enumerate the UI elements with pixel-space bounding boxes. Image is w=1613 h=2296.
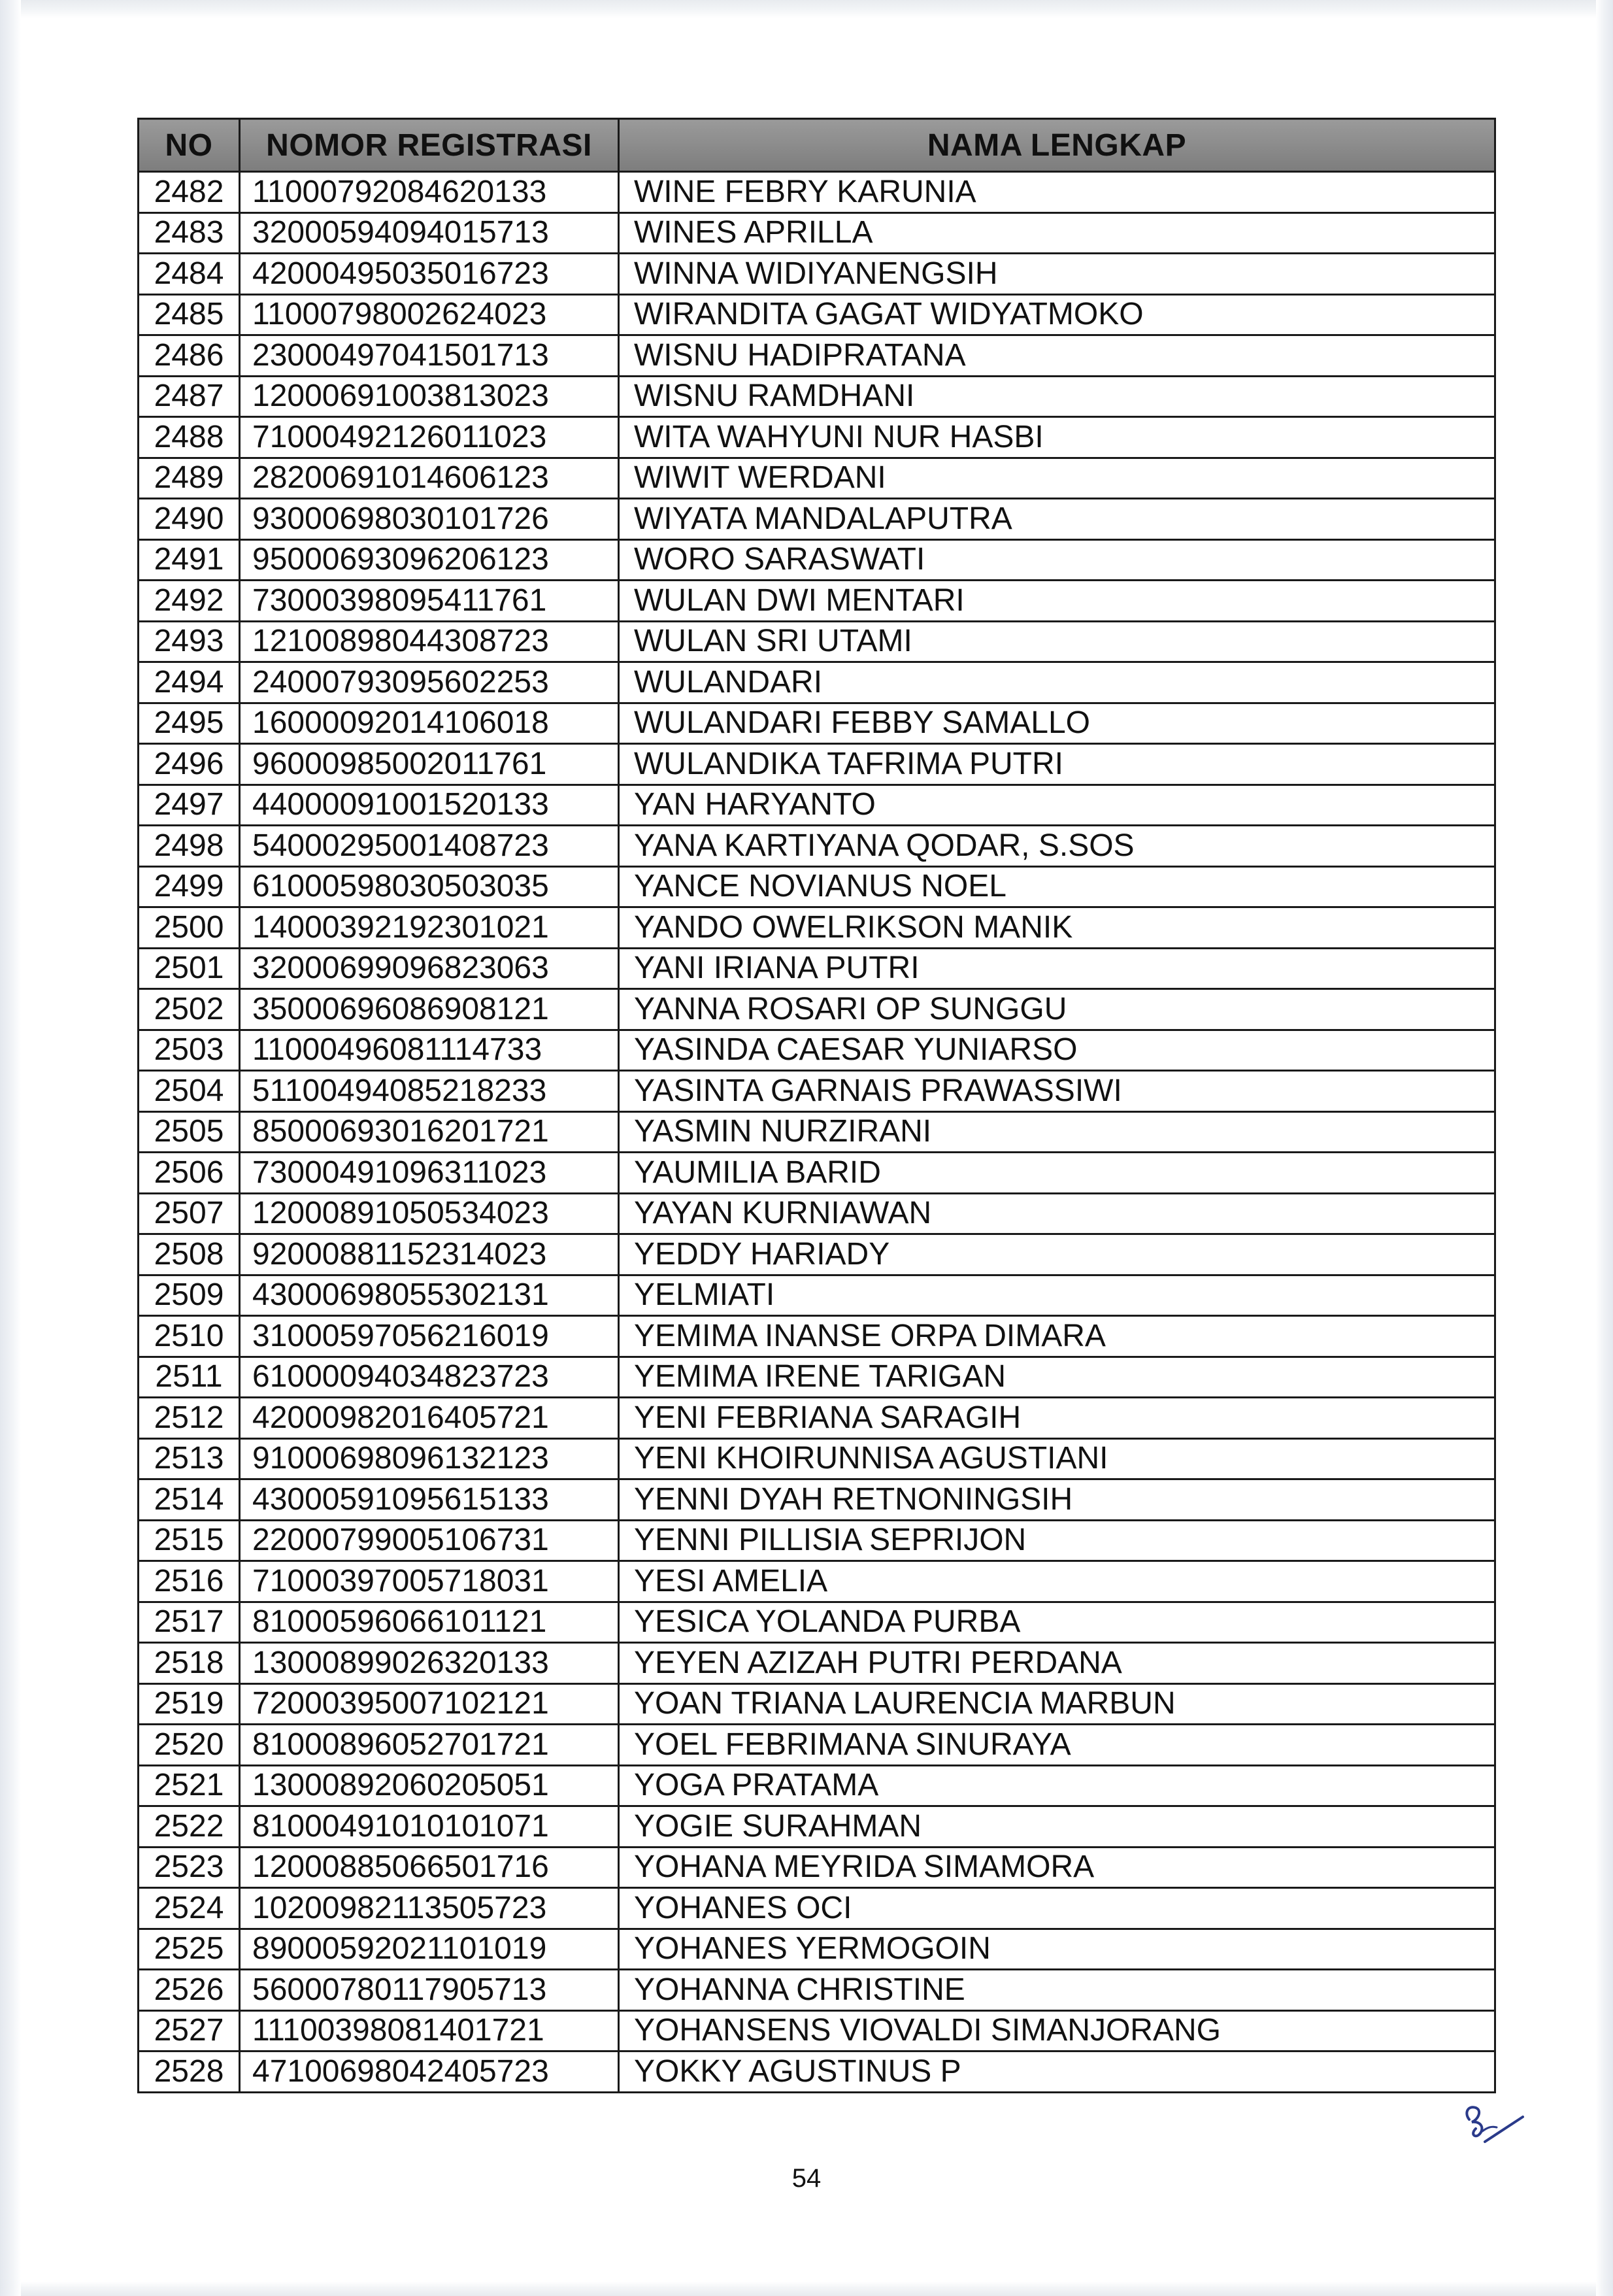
cell-no: 2508 — [139, 1234, 240, 1275]
cell-full-name: YAYAN KURNIAWAN — [619, 1193, 1495, 1234]
cell-registration-number: 13000899026320133 — [240, 1643, 619, 1684]
cell-no: 2489 — [139, 458, 240, 499]
cell-registration-number: 71000492126011023 — [240, 417, 619, 458]
table-row — [139, 948, 1495, 989]
cell-registration-number: 71000397005718031 — [240, 1561, 619, 1602]
cell-no: 2516 — [139, 1561, 240, 1602]
cell-registration-number: 13000892060205051 — [240, 1765, 619, 1806]
cell-full-name: WORO SARASWATI — [619, 539, 1495, 581]
cell-no: 2490 — [139, 499, 240, 540]
cell-full-name: YOKKY AGUSTINUS P — [619, 2051, 1495, 2093]
cell-no: 2500 — [139, 907, 240, 949]
cell-full-name: YOHANA MEYRIDA SIMAMORA — [619, 1847, 1495, 1888]
table-row — [139, 1479, 1495, 1521]
cell-full-name: YANI IRIANA PUTRI — [619, 948, 1495, 989]
table-row — [139, 499, 1495, 540]
table-row — [139, 1725, 1495, 1766]
cell-full-name: WULANDARI — [619, 662, 1495, 703]
table-row — [139, 1234, 1495, 1275]
cell-full-name: WULANDARI FEBBY SAMALLO — [619, 703, 1495, 744]
cell-registration-number: 31000597056216019 — [240, 1316, 619, 1357]
table-row — [139, 1111, 1495, 1153]
cell-full-name: YASINDA CAESAR YUNIARSO — [619, 1030, 1495, 1071]
table-row — [139, 907, 1495, 949]
cell-registration-number: 10200982113505723 — [240, 1888, 619, 1929]
cell-full-name: YOHANSENS VIOVALDI SIMANJORANG — [619, 2010, 1495, 2051]
cell-no: 2521 — [139, 1765, 240, 1806]
cell-no: 2493 — [139, 621, 240, 662]
table-row — [139, 376, 1495, 417]
scan-edge-left — [0, 0, 21, 2296]
table-row — [139, 744, 1495, 785]
cell-no: 2525 — [139, 1929, 240, 1970]
cell-full-name: YASMIN NURZIRANI — [619, 1111, 1495, 1153]
page-number: 54 — [791, 2164, 822, 2193]
cell-full-name: YEDDY HARIADY — [619, 1234, 1495, 1275]
cell-full-name: YASINTA GARNAIS PRAWASSIWI — [619, 1071, 1495, 1112]
cell-registration-number: 81000491010101071 — [240, 1806, 619, 1848]
cell-full-name: YENI FEBRIANA SARAGIH — [619, 1398, 1495, 1439]
cell-full-name: YANA KARTIYANA QODAR, S.SOS — [619, 826, 1495, 867]
cell-no: 2522 — [139, 1806, 240, 1848]
cell-registration-number: 61000094034823723 — [240, 1357, 619, 1398]
cell-registration-number: 35000696086908121 — [240, 989, 619, 1030]
cell-full-name: YANNA ROSARI OP SUNGGU — [619, 989, 1495, 1030]
cell-registration-number: 16000092014106018 — [240, 703, 619, 744]
cell-registration-number: 11100398081401721 — [240, 2010, 619, 2051]
cell-full-name: WINE FEBRY KARUNIA — [619, 172, 1495, 213]
cell-full-name: YANDO OWELRIKSON MANIK — [619, 907, 1495, 949]
cell-no: 2505 — [139, 1111, 240, 1153]
column-header-full-name: NAMA LENGKAP — [619, 119, 1495, 172]
cell-registration-number: 56000780117905713 — [240, 1970, 619, 2011]
cell-no: 2523 — [139, 1847, 240, 1888]
table-row — [139, 989, 1495, 1030]
cell-no: 2495 — [139, 703, 240, 744]
cell-registration-number: 85000693016201721 — [240, 1111, 619, 1153]
cell-no: 2503 — [139, 1030, 240, 1071]
cell-registration-number: 54000295001408723 — [240, 826, 619, 867]
table-row — [139, 1398, 1495, 1439]
cell-registration-number: 11000496081114733 — [240, 1030, 619, 1071]
table-row — [139, 1153, 1495, 1194]
cell-full-name: WIRANDITA GAGAT WIDYATMOKO — [619, 294, 1495, 335]
cell-full-name: YENNI PILLISIA SEPRIJON — [619, 1520, 1495, 1561]
cell-full-name: YANCE NOVIANUS NOEL — [619, 866, 1495, 907]
cell-no: 2511 — [139, 1357, 240, 1398]
cell-registration-number: 95000693096206123 — [240, 539, 619, 581]
cell-no: 2496 — [139, 744, 240, 785]
table-row — [139, 417, 1495, 458]
cell-full-name: YEYEN AZIZAH PUTRI PERDANA — [619, 1643, 1495, 1684]
cell-no: 2488 — [139, 417, 240, 458]
table-row — [139, 826, 1495, 867]
column-header-registration: NOMOR REGISTRASI — [240, 119, 619, 172]
cell-no: 2499 — [139, 866, 240, 907]
table-row — [139, 662, 1495, 703]
cell-no: 2517 — [139, 1602, 240, 1643]
cell-full-name: WULAN DWI MENTARI — [619, 581, 1495, 622]
table-row — [139, 1929, 1495, 1970]
cell-registration-number: 81000896052701721 — [240, 1725, 619, 1766]
cell-no: 2509 — [139, 1275, 240, 1316]
cell-registration-number: 12100898044308723 — [240, 621, 619, 662]
cell-no: 2492 — [139, 581, 240, 622]
table-row — [139, 1602, 1495, 1643]
table-row — [139, 1561, 1495, 1602]
cell-full-name: WINNA WIDIYANENGSIH — [619, 254, 1495, 295]
table-row — [139, 2051, 1495, 2093]
cell-no: 2485 — [139, 294, 240, 335]
cell-no: 2504 — [139, 1071, 240, 1112]
table-header-row — [139, 119, 1495, 172]
cell-no: 2526 — [139, 1970, 240, 2011]
cell-registration-number: 14000392192301021 — [240, 907, 619, 949]
cell-full-name: YOHANNA CHRISTINE — [619, 1970, 1495, 2011]
cell-no: 2513 — [139, 1438, 240, 1479]
table-row — [139, 785, 1495, 826]
cell-registration-number: 73000398095411761 — [240, 581, 619, 622]
cell-registration-number: 72000395007102121 — [240, 1683, 619, 1725]
cell-full-name: YENNI DYAH RETNONINGSIH — [619, 1479, 1495, 1521]
table-row — [139, 539, 1495, 581]
cell-no: 2515 — [139, 1520, 240, 1561]
table-row — [139, 1643, 1495, 1684]
table-row — [139, 1970, 1495, 2011]
table-row — [139, 1275, 1495, 1316]
cell-full-name: YESICA YOLANDA PURBA — [619, 1602, 1495, 1643]
cell-registration-number: 23000497041501713 — [240, 335, 619, 377]
cell-registration-number: 42000982016405721 — [240, 1398, 619, 1439]
table-header — [139, 119, 1495, 172]
cell-registration-number: 42000495035016723 — [240, 254, 619, 295]
table-row — [139, 1765, 1495, 1806]
cell-no: 2502 — [139, 989, 240, 1030]
cell-registration-number: 24000793095602253 — [240, 662, 619, 703]
cell-no: 2507 — [139, 1193, 240, 1234]
table-row — [139, 212, 1495, 254]
cell-registration-number: 22000799005106731 — [240, 1520, 619, 1561]
cell-full-name: YEMIMA IRENE TARIGAN — [619, 1357, 1495, 1398]
table-row — [139, 1193, 1495, 1234]
cell-registration-number: 12000891050534023 — [240, 1193, 619, 1234]
cell-no: 2494 — [139, 662, 240, 703]
cell-full-name: YOAN TRIANA LAURENCIA MARBUN — [619, 1683, 1495, 1725]
cell-full-name: WITA WAHYUNI NUR HASBI — [619, 417, 1495, 458]
cell-no: 2524 — [139, 1888, 240, 1929]
scan-edge-bottom — [0, 2282, 1613, 2296]
table-row — [139, 254, 1495, 295]
cell-full-name: WIWIT WERDANI — [619, 458, 1495, 499]
table-row — [139, 172, 1495, 213]
cell-registration-number: 73000491096311023 — [240, 1153, 619, 1194]
table-row — [139, 1071, 1495, 1112]
scan-edge-top — [0, 0, 1613, 18]
cell-full-name: WINES APRILLA — [619, 212, 1495, 254]
cell-full-name: YESI AMELIA — [619, 1561, 1495, 1602]
cell-no: 2510 — [139, 1316, 240, 1357]
table-row — [139, 335, 1495, 377]
cell-no: 2514 — [139, 1479, 240, 1521]
table-row — [139, 1806, 1495, 1848]
cell-registration-number: 47100698042405723 — [240, 2051, 619, 2093]
table-row — [139, 866, 1495, 907]
cell-full-name: YOGA PRATAMA — [619, 1765, 1495, 1806]
cell-registration-number: 12000885066501716 — [240, 1847, 619, 1888]
cell-full-name: YOHANES YERMOGOIN — [619, 1929, 1495, 1970]
cell-registration-number: 93000698030101726 — [240, 499, 619, 540]
cell-no: 2527 — [139, 2010, 240, 2051]
table-body — [139, 172, 1495, 2093]
cell-registration-number: 32000594094015713 — [240, 212, 619, 254]
table-row — [139, 1520, 1495, 1561]
cell-full-name: YOHANES OCI — [619, 1888, 1495, 1929]
cell-no: 2519 — [139, 1683, 240, 1725]
table-row — [139, 1847, 1495, 1888]
cell-full-name: WULANDIKA TAFRIMA PUTRI — [619, 744, 1495, 785]
cell-registration-number: 81000596066101121 — [240, 1602, 619, 1643]
table-row — [139, 458, 1495, 499]
cell-registration-number: 44000091001520133 — [240, 785, 619, 826]
cell-registration-number: 32000699096823063 — [240, 948, 619, 989]
table-row — [139, 621, 1495, 662]
table-row — [139, 1316, 1495, 1357]
cell-registration-number: 43000591095615133 — [240, 1479, 619, 1521]
cell-no: 2482 — [139, 172, 240, 213]
cell-registration-number: 92000881152314023 — [240, 1234, 619, 1275]
table-row — [139, 294, 1495, 335]
cell-full-name: WULAN SRI UTAMI — [619, 621, 1495, 662]
cell-full-name: WISNU HADIPRATANA — [619, 335, 1495, 377]
cell-full-name: WISNU RAMDHANI — [619, 376, 1495, 417]
cell-no: 2486 — [139, 335, 240, 377]
registration-table — [137, 118, 1496, 2093]
cell-full-name: YENI KHOIRUNNISA AGUSTIANI — [619, 1438, 1495, 1479]
cell-registration-number: 91000698096132123 — [240, 1438, 619, 1479]
scan-edge-right — [1596, 0, 1613, 2296]
table-row — [139, 1030, 1495, 1071]
cell-no: 2484 — [139, 254, 240, 295]
cell-no: 2483 — [139, 212, 240, 254]
table-row — [139, 2010, 1495, 2051]
cell-no: 2528 — [139, 2051, 240, 2093]
table-row — [139, 1888, 1495, 1929]
cell-no: 2497 — [139, 785, 240, 826]
cell-full-name: YAUMILIA BARID — [619, 1153, 1495, 1194]
cell-no: 2498 — [139, 826, 240, 867]
cell-no: 2487 — [139, 376, 240, 417]
cell-registration-number: 61000598030503035 — [240, 866, 619, 907]
cell-full-name: WIYATA MANDALAPUTRA — [619, 499, 1495, 540]
cell-registration-number: 89000592021101019 — [240, 1929, 619, 1970]
cell-no: 2512 — [139, 1398, 240, 1439]
cell-full-name: YEMIMA INANSE ORPA DIMARA — [619, 1316, 1495, 1357]
handwritten-initial-icon — [1444, 2079, 1549, 2157]
cell-no: 2491 — [139, 539, 240, 581]
table-row — [139, 1683, 1495, 1725]
cell-no: 2501 — [139, 948, 240, 989]
cell-full-name: YELMIATI — [619, 1275, 1495, 1316]
cell-no: 2520 — [139, 1725, 240, 1766]
cell-full-name: YOGIE SURAHMAN — [619, 1806, 1495, 1848]
cell-registration-number: 11000798002624023 — [240, 294, 619, 335]
column-header-no: NO — [139, 119, 240, 172]
cell-registration-number: 43000698055302131 — [240, 1275, 619, 1316]
cell-registration-number: 96000985002011761 — [240, 744, 619, 785]
table-row — [139, 581, 1495, 622]
cell-full-name: YOEL FEBRIMANA SINURAYA — [619, 1725, 1495, 1766]
cell-full-name: YAN HARYANTO — [619, 785, 1495, 826]
cell-no: 2506 — [139, 1153, 240, 1194]
cell-registration-number: 28200691014606123 — [240, 458, 619, 499]
cell-registration-number: 12000691003813023 — [240, 376, 619, 417]
cell-no: 2518 — [139, 1643, 240, 1684]
cell-registration-number: 51100494085218233 — [240, 1071, 619, 1112]
table-row — [139, 1438, 1495, 1479]
table-row — [139, 703, 1495, 744]
cell-registration-number: 11000792084620133 — [240, 172, 619, 213]
table-row — [139, 1357, 1495, 1398]
